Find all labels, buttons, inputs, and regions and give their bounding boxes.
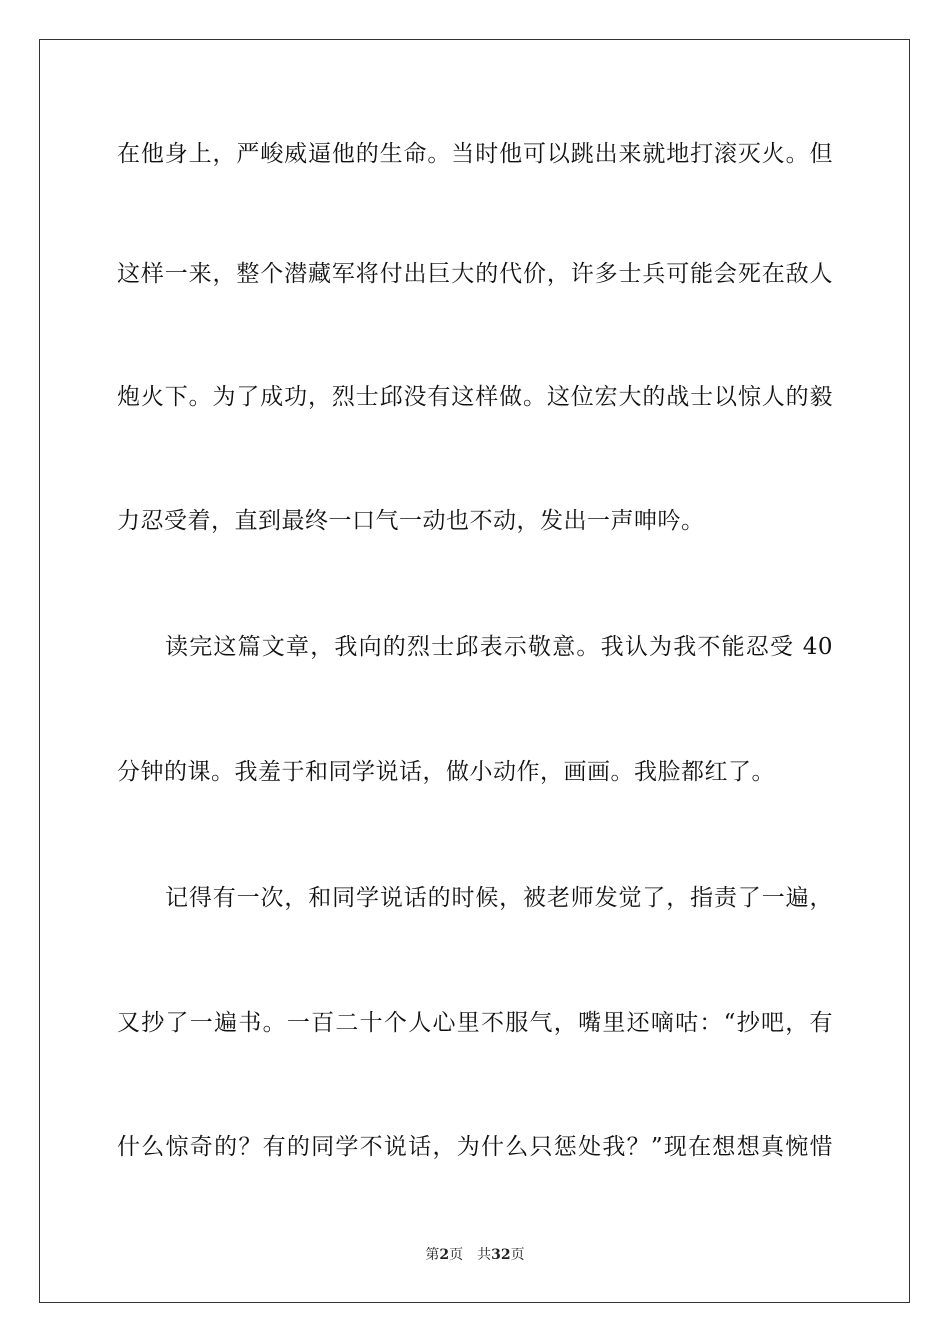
footer-total-prefix: 共 [477, 1247, 492, 1263]
page-border [39, 39, 910, 1303]
text-line-3: 炮火下。为了成功，烈士邱没有这样做。这位宏大的战士以惊人的毅 [117, 384, 833, 410]
text-line-2: 这样一来，整个潜藏军将付出巨大的代价，许多士兵可能会死在敌人 [117, 261, 833, 287]
text-line-6: 分钟的课。我羞于和同学说话，做小动作，画画。我脸都红了。 [117, 759, 775, 785]
footer-page-suffix: 页 [449, 1247, 464, 1263]
text-line-4: 力忍受着，直到最终一口气一动也不动，发出一声呻吟。 [117, 508, 705, 534]
text-line-5: 读完这篇文章，我向的烈士邱表示敬意。我认为我不能忍受 40 [165, 634, 833, 660]
footer-total-pages: 32 [491, 1247, 511, 1263]
footer-total-suffix: 页 [510, 1247, 525, 1263]
footer-page-number: 2 [439, 1247, 450, 1263]
page-footer [0, 1246, 950, 1264]
text-line-8: 又抄了一遍书。一百二十个人心里不服气，嘴里还嘀咕：“抄吧，有 [117, 1010, 833, 1036]
text-line-1: 在他身上，严峻威逼他的生命。当时他可以跳出来就地打滚灭火。但 [117, 141, 833, 167]
text-line-7: 记得有一次，和同学说话的时候，被老师发觉了，指责了一遍， [165, 885, 833, 911]
text-line-9: 什么惊奇的？有的同学不说话，为什么只惩处我？”现在想想真惋惜 [117, 1134, 833, 1160]
footer-page-prefix: 第 [425, 1247, 440, 1263]
